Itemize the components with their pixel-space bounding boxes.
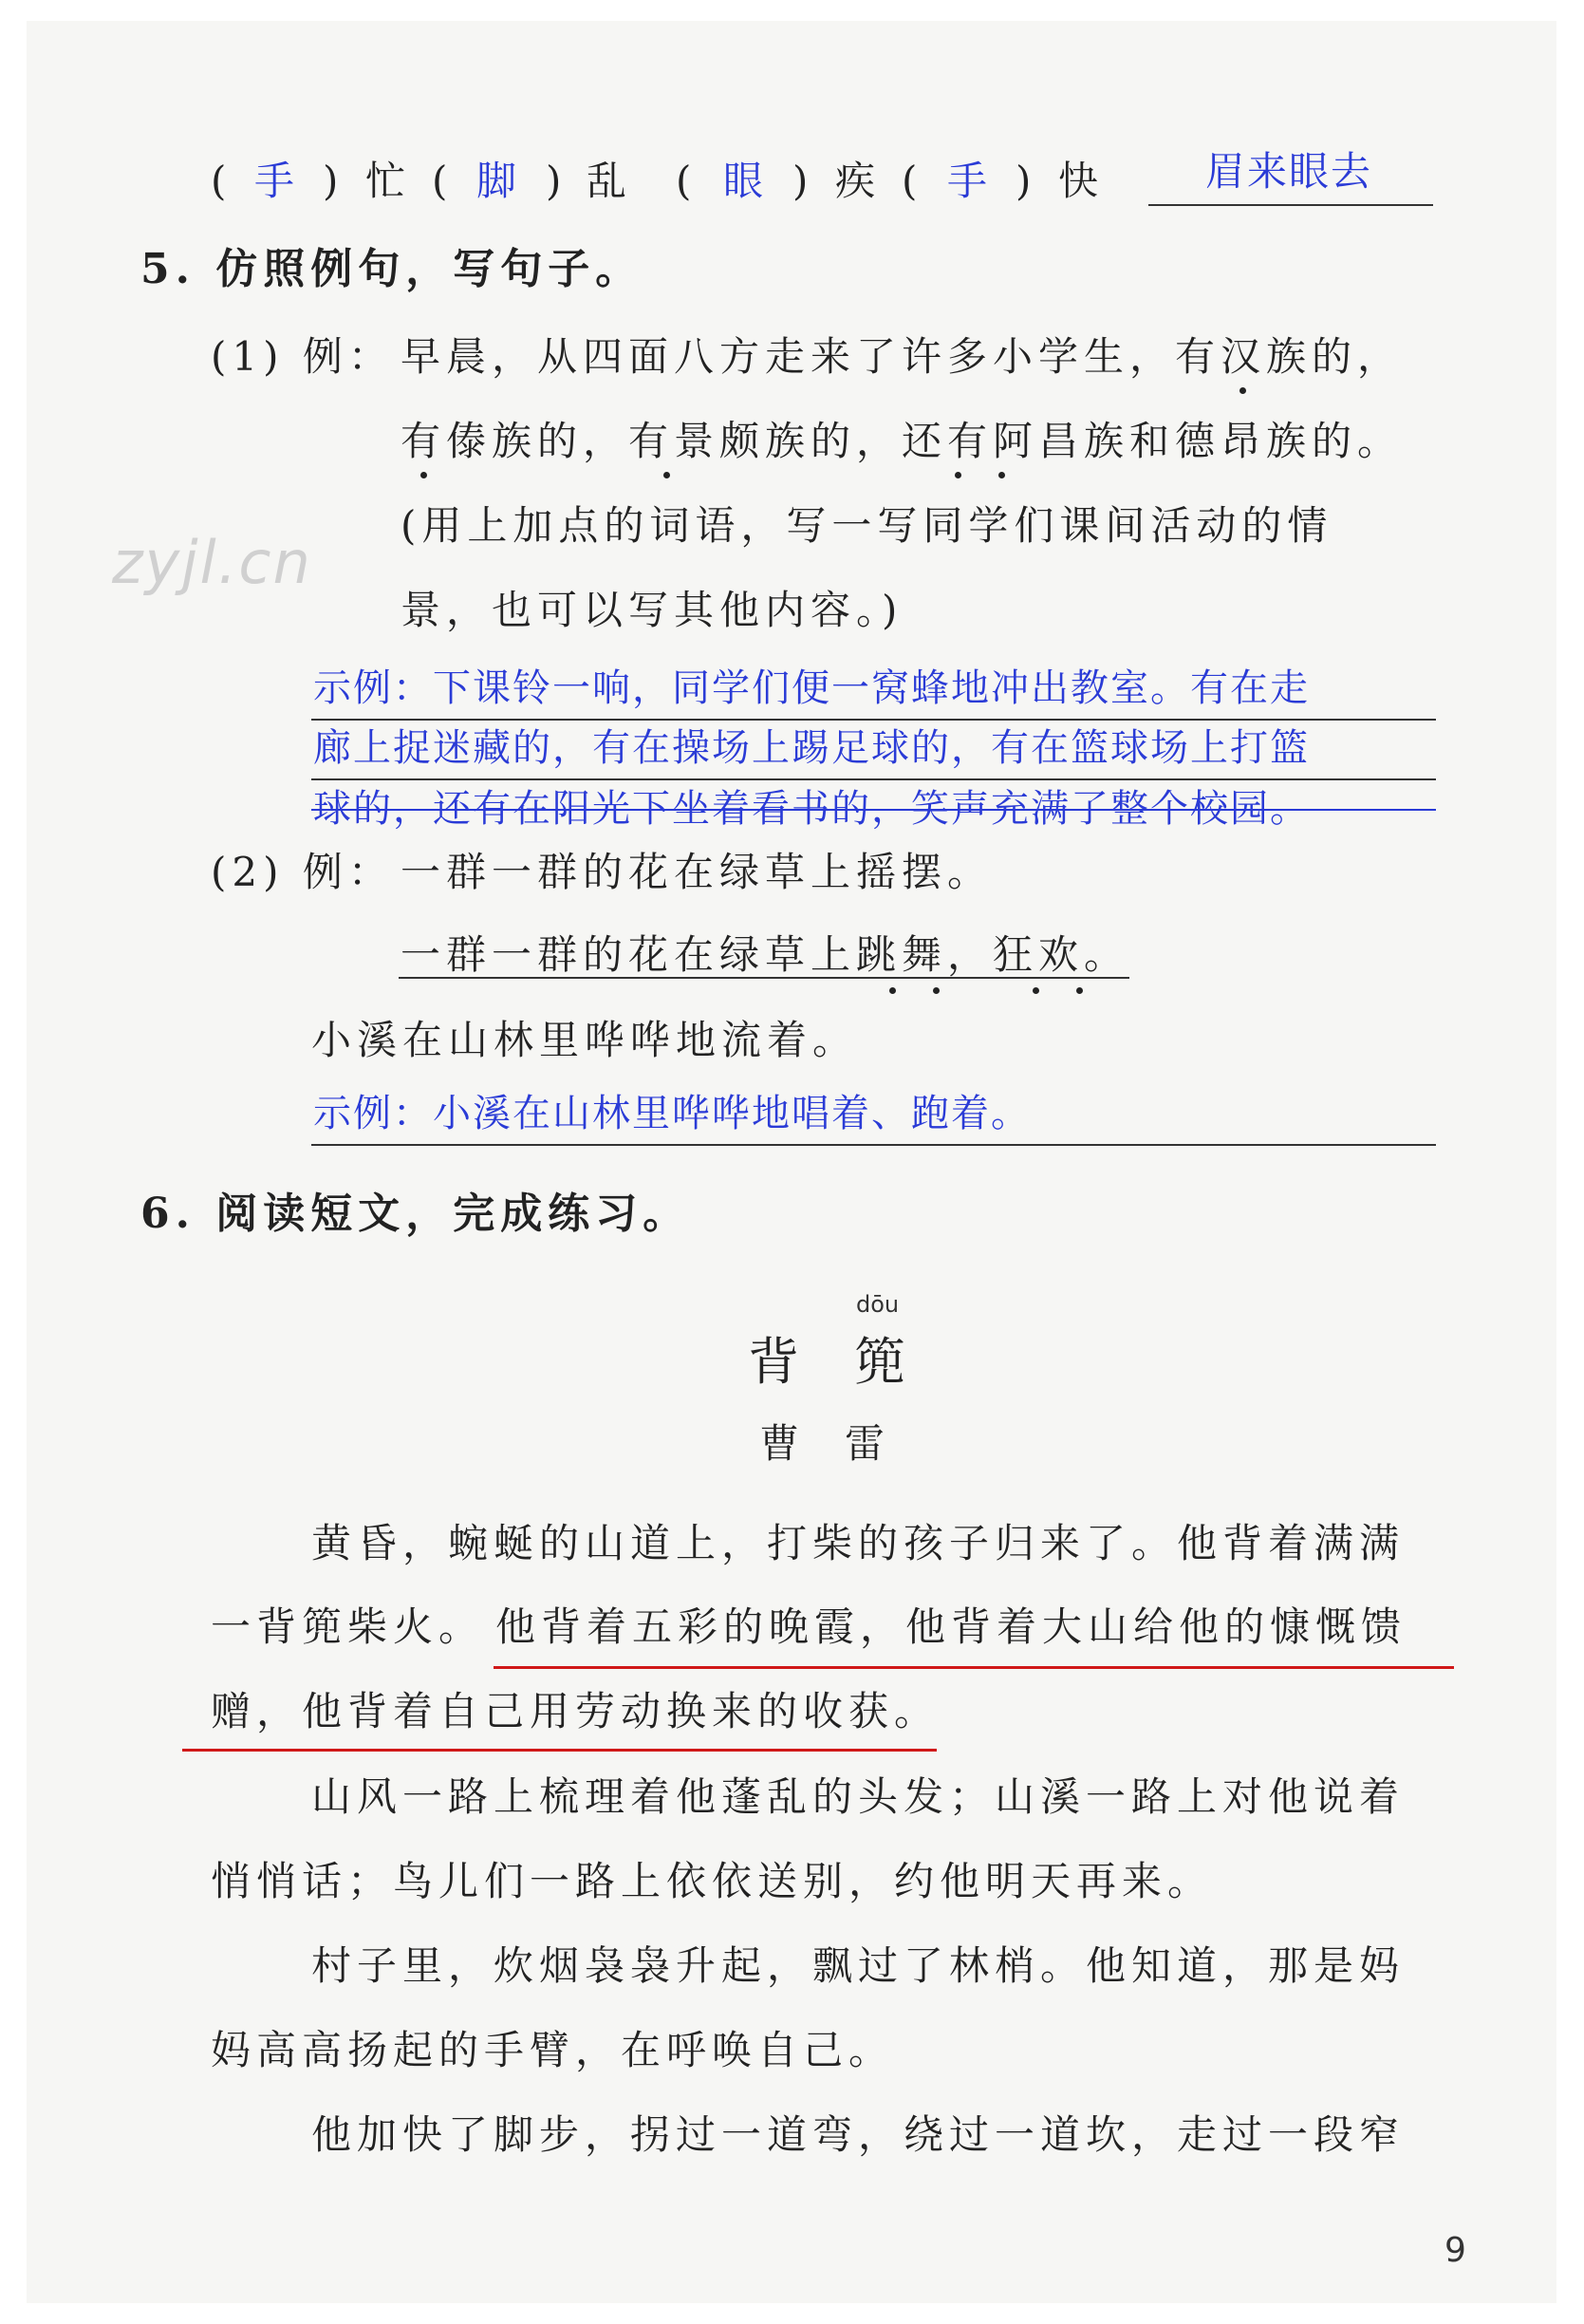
red-underline	[182, 1749, 937, 1752]
passage-author: 曹雷	[759, 1420, 931, 1467]
q5-2-example-line: 一群一群的花在绿草上跳舞，狂欢。	[401, 931, 1130, 978]
q5-1-label: (1) 例：	[211, 333, 394, 380]
paren-open: (	[902, 158, 918, 204]
passage-line: 山风一路上梳理着他蓬乱的头发；山溪一路上对他说着	[311, 1773, 1406, 1820]
answer-underline	[1148, 204, 1433, 206]
answer-underline	[311, 1144, 1436, 1146]
idiom-char: 忙	[365, 158, 406, 204]
idiom-answer: 眉来眼去	[1205, 148, 1373, 195]
paren-close: )	[546, 158, 562, 204]
emphasis-dot	[420, 472, 427, 478]
paren-open: (	[676, 158, 692, 204]
emphasis-dot	[955, 472, 961, 478]
passage-line: 一背篼柴火。	[211, 1603, 485, 1650]
passage-line: 悄悄话；鸟儿们一路上依依送别，约他明天再来。	[211, 1858, 1214, 1904]
emphasis-dot	[1076, 987, 1083, 994]
paren-close: )	[323, 158, 339, 204]
answer-word: 眼	[723, 158, 764, 204]
idiom-char: 快	[1058, 158, 1099, 204]
passage-line: 他加快了脚步，拐过一道弯，绕过一道坎，走过一段窄	[311, 2111, 1406, 2158]
passage-line: 赠，他背着自己用劳动换来的收获。	[211, 1688, 941, 1734]
emphasis-dot	[1033, 987, 1039, 994]
paren-open: (	[211, 158, 227, 204]
page-number: 9	[1444, 2231, 1466, 2270]
passage-line: 妈高高扬起的手臂，在呼唤自己。	[211, 2027, 895, 2073]
passage-line: 他背着五彩的晚霞，他背着大山给他的慷慨馈	[495, 1603, 1407, 1650]
idiom-char: 乱	[587, 158, 627, 204]
title-pinyin: dōu	[856, 1291, 900, 1318]
question-6-heading: 6. 阅读短文，完成练习。	[140, 1190, 691, 1238]
emphasis-dot	[933, 987, 940, 994]
question-5-heading: 5. 仿照例句，写句子。	[140, 245, 643, 293]
answer-underline	[311, 809, 1436, 811]
idiom-char: 疾	[835, 158, 876, 204]
q5-2-label: (2) 例：	[211, 849, 394, 895]
watermark: zyjl.cn	[112, 528, 312, 597]
answer-word: 手	[947, 158, 988, 204]
passage-title: 背篼	[748, 1332, 960, 1392]
q5-1-answer-line: 球的，还有在阳光下坐着看书的，笑声充满了整个校园。	[313, 787, 1310, 831]
q5-2-prompt-sentence: 小溪在山林里哗哗地流着。	[311, 1017, 859, 1063]
q5-2-example-line: 一群一群的花在绿草上摇摆。	[401, 849, 994, 895]
answer-underline	[311, 778, 1436, 780]
passage-line: 黄昏，蜿蜒的山道上，打柴的孩子归来了。他背着满满	[311, 1520, 1406, 1566]
answer-word: 手	[254, 158, 295, 204]
emphasis-dot	[889, 987, 896, 994]
q5-1-example-line: 有傣族的，有景颇族的，还有阿昌族和德昂族的。	[401, 418, 1404, 464]
red-underline	[494, 1666, 1454, 1669]
q5-1-answer-line: 示例：下课铃一响，同学们便一窝蜂地冲出教室。有在走	[313, 666, 1310, 710]
q5-1-answer-line: 廊上捉迷藏的，有在操场上踢足球的，有在篮球场上打篮	[313, 726, 1310, 770]
emphasis-dot	[998, 472, 1005, 478]
paren-open: (	[432, 158, 448, 204]
emphasis-dot	[663, 472, 670, 478]
answer-underline	[311, 719, 1436, 721]
answer-word: 脚	[476, 158, 517, 204]
paren-close: )	[792, 158, 809, 204]
example-underline	[399, 977, 1129, 979]
q5-1-example-line: 早晨，从四面八方走来了许多小学生，有汉族的，	[401, 333, 1404, 380]
emphasis-dot	[1239, 387, 1246, 394]
passage-line: 村子里，炊烟袅袅升起，飘过了林梢。他知道，那是妈	[311, 1942, 1406, 1989]
q5-1-instruction-line: 景，也可以写其他内容。)	[401, 587, 904, 633]
q5-1-instruction-line: (用上加点的词语，写一写同学们课间活动的情	[401, 502, 1333, 549]
paren-close: )	[1016, 158, 1032, 204]
q5-2-answer: 示例：小溪在山林里哗哗地唱着、跑着。	[313, 1092, 1031, 1135]
